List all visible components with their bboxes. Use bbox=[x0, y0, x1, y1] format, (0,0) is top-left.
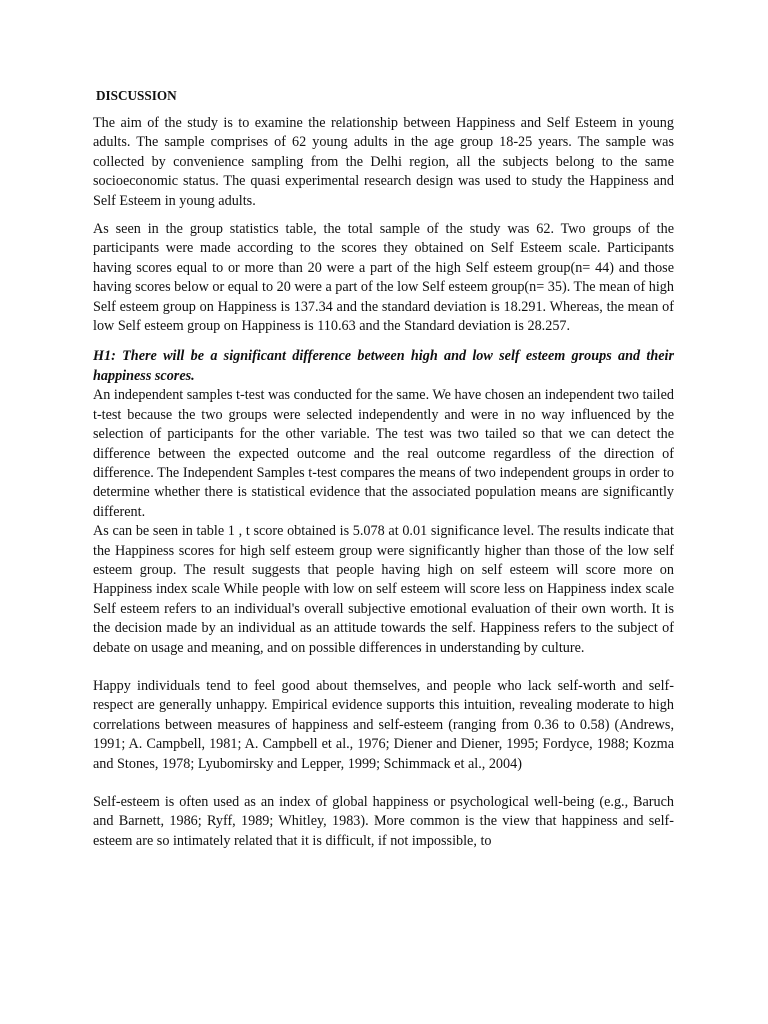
self-esteem-index-paragraph: Self-esteem is often used as an index of global happiness or psychological well-being (e.g., Baruch and Barnett, 1986; Ryff, 1989; Whitley, 1983). More common is the view that happiness and self-esteem are so intimately related that it is difficult, if not impossible, to bbox=[93, 794, 674, 849]
aim-paragraph: The aim of the study is to examine the relationship between Happiness and Self Esteem in young adults. The sample comprises of 62 young adults in the age group 18-25 years. The sample was collected by convenience sampling from the Delhi region, all the subjects belong to the same socioeconomic status. The quasi experimental research design was used to study the Happiness and Self Esteem in young adults. bbox=[93, 115, 674, 209]
section-heading: DISCUSSION bbox=[96, 88, 177, 103]
results-paragraph: As can be seen in table 1 , t score obtained is 5.078 at 0.01 significance level. The results indicate that the Happiness scores for high self esteem group were significantly higher than those of the low self esteem group. The result suggests that people having high on self esteem will score more on Happiness index scale While people with low on self esteem will score less on Happiness index scale Self esteem refers to an individual's overall subjective emotional evaluation of their own worth. It is the decision made by an individual as an attitude towards the self. Happiness refers to the subject of debate on usage and meaning, and on possible differences in understanding by culture. bbox=[93, 523, 674, 656]
ttest-paragraph: An independent samples t-test was conducted for the same. We have chosen an independent two tailed t-test because the two groups were selected independently and were in no way influenced by the selection of participants for the other variable. The test was two tailed so that we can detect the difference between the expected outcome and the real outcome regardless of the direction of difference. The Independent Samples t-test compares the means of two independent groups in order to determine whether there is statistical evidence that the associated population means are significantly different. bbox=[93, 387, 674, 520]
happy-individuals-paragraph: Happy individuals tend to feel good about themselves, and people who lack self-worth and self-respect are generally unhappy. Empirical evidence supports this intuition, revealing moderate to high correlations between measures of happiness and self-esteem (ranging from 0.36 to 0.58) (Andrews, 1991; A. Campbell, 1981; A. Campbell et al., 1976; Diener and Diener, 1995; Fordyce, 1988; Kozma and Stones, 1978; Lyubomirsky and Lepper, 1999; Schimmack et al., 2004) bbox=[93, 677, 674, 772]
document-page bbox=[93, 86, 674, 851]
group-statistics-paragraph: As seen in the group statistics table, the total sample of the study was 62. Two groups of the participants were made according to the scores they obtained on Self Esteem scale. Participants having scores equal to or more than 20 were a part of the high Self esteem group(n= 44) and those having scores below or equal to 20 were a part of the low Self esteem group(n= 35). The mean of high Self esteem group on Happiness is 137.34 and the standard deviation is 18.291. Whereas, the mean of low Self esteem group on Happiness is 110.63 and the Standard deviation is 28.257. bbox=[93, 221, 674, 335]
hypothesis-statement: H1: There will be a significant difference between high and low self esteem groups and their happiness scores. bbox=[93, 348, 674, 384]
